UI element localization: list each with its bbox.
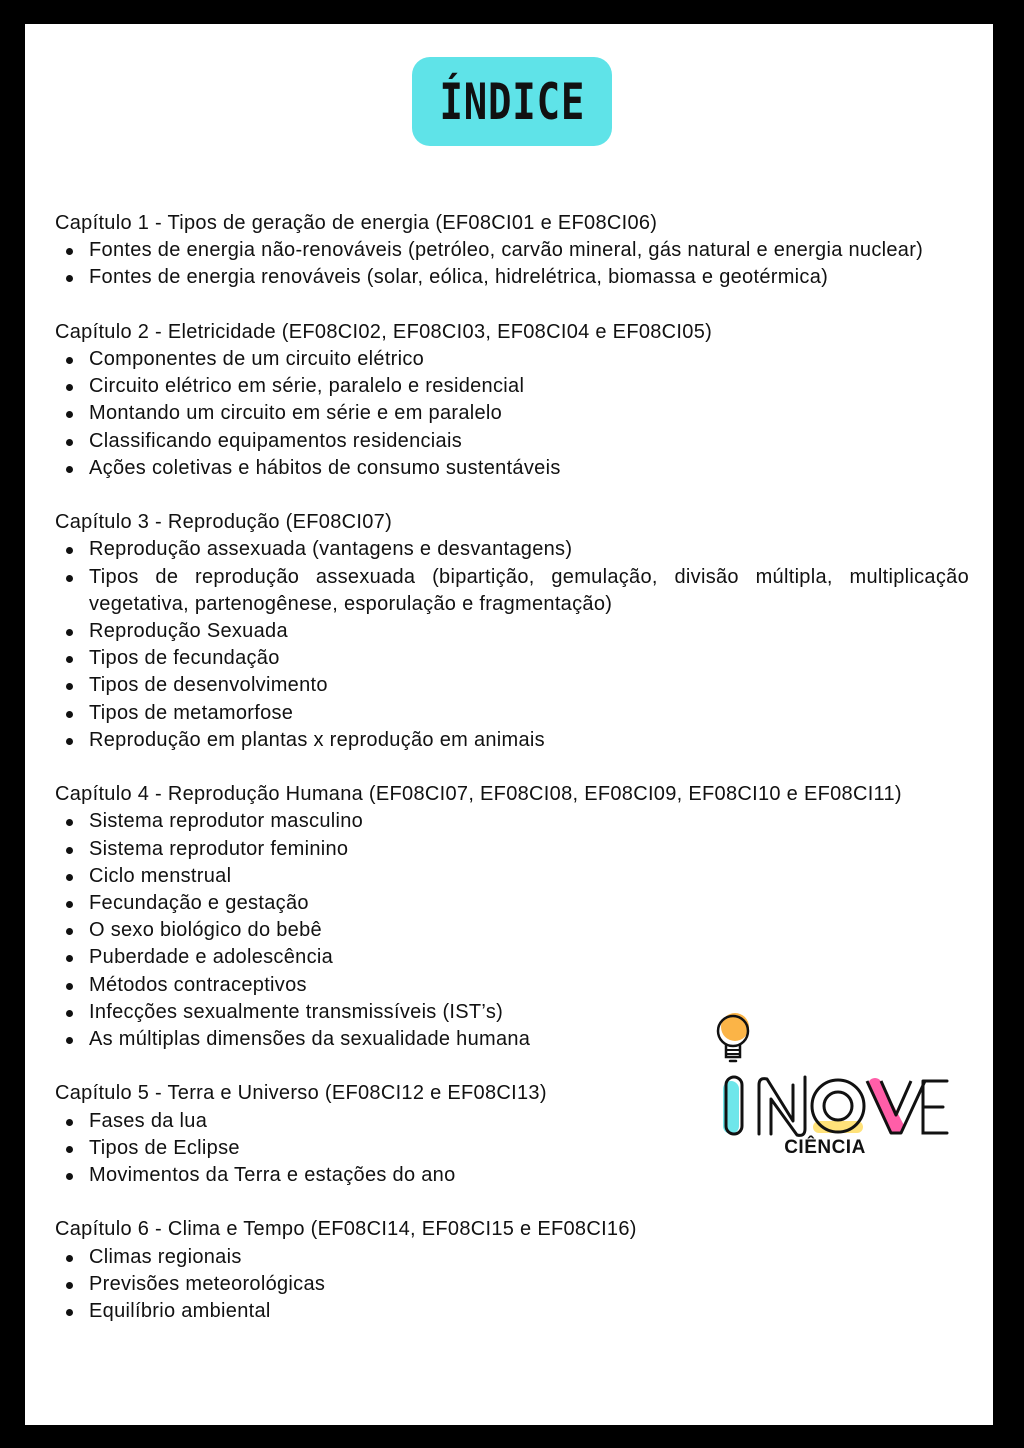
- chapter-section: [55, 319, 969, 482]
- topic-item: [55, 890, 969, 917]
- topic-text: Fontes de energia renováveis (solar, eólica, hidrelétrica, biomassa e geotérmica): [89, 266, 829, 289]
- topic-text: Previsões meteorológicas: [89, 1272, 326, 1295]
- topic-text: Climas regionais: [89, 1245, 242, 1268]
- topic-item: [55, 1271, 969, 1298]
- bullet-icon: [66, 683, 73, 690]
- topic-item: [55, 536, 969, 563]
- bullet-icon: [66, 439, 73, 446]
- bullet-icon: [66, 656, 73, 663]
- chapter-heading: Capítulo 1 - Tipos de geração de energia (EF08CI01 e EF08CI06): [55, 212, 658, 234]
- topic-item: [55, 672, 969, 699]
- bullet-icon: [66, 248, 73, 255]
- topic-item: [55, 917, 969, 944]
- topic-item: [55, 727, 969, 754]
- topic-text: Circuito elétrico em série, paralelo e residencial: [89, 375, 525, 398]
- chapter-heading: Capítulo 5 - Terra e Universo (EF08CI12 e EF08CI13): [55, 1082, 547, 1105]
- topic-item: [55, 972, 969, 999]
- topic-item: [55, 346, 969, 373]
- bullet-icon: [66, 466, 73, 473]
- inove-logo: [697, 1009, 953, 1169]
- bullet-icon: [66, 874, 73, 881]
- chapter-section: [55, 1216, 969, 1325]
- topic-list: [55, 237, 969, 291]
- topic-text: As múltiplas dimensões da sexualidade humana: [89, 1028, 531, 1051]
- inove-logo-mark: [697, 1009, 953, 1139]
- topic-text: O sexo biológico do bebê: [89, 919, 322, 942]
- topic-text: Montando um circuito em série e em paralelo: [89, 402, 503, 425]
- bullet-icon: [66, 1255, 73, 1262]
- page-title: ÍNDICE: [439, 72, 585, 131]
- bullet-icon: [66, 1010, 73, 1017]
- topic-item: [55, 264, 969, 291]
- bullet-icon: [66, 819, 73, 826]
- topic-item: [55, 564, 969, 618]
- topic-text: Tipos de metamorfose: [89, 701, 294, 724]
- topic-text: Reprodução Sexuada: [89, 620, 288, 643]
- topic-item: [55, 618, 969, 645]
- bullet-icon: [66, 629, 73, 636]
- topic-item: [55, 645, 969, 672]
- bullet-icon: [66, 1309, 73, 1316]
- topic-item: [55, 863, 969, 890]
- topic-text: Reprodução em plantas x reprodução em animais: [89, 728, 545, 751]
- topic-list: [55, 1244, 969, 1326]
- chapter-heading: Capítulo 6 - Clima e Tempo (EF08CI14, EF08CI15 e EF08CI16): [55, 1218, 637, 1241]
- topic-text: Ações coletivas e hábitos de consumo sustentáveis: [89, 456, 561, 479]
- chapter-heading: Capítulo 4 - Reprodução Humana (EF08CI07, EF08CI08, EF08CI09, EF08CI10 e EF08CI11): [55, 783, 902, 806]
- topic-text: Tipos de reprodução assexuada (bipartição, gemulação, divisão múltipla, multiplicação vegetativa, partenogênese, esporulação e fragmentação): [89, 565, 969, 615]
- topic-text: Reprodução assexuada (vantagens e desvantagens): [89, 538, 573, 561]
- topic-item: [55, 373, 969, 400]
- light-bulb-icon: [718, 1013, 749, 1061]
- bullet-icon: [66, 955, 73, 962]
- bullet-icon: [66, 901, 73, 908]
- topic-text: Puberdade e adolescência: [89, 946, 334, 969]
- chapter-section: [55, 509, 969, 754]
- topic-item: [55, 836, 969, 863]
- title-badge: [412, 57, 612, 146]
- topic-text: Infecções sexualmente transmissíveis (IST’s): [89, 1000, 504, 1023]
- topic-text: Sistema reprodutor feminino: [89, 837, 349, 860]
- topic-text: Tipos de Eclipse: [89, 1136, 240, 1159]
- topic-text: Equilíbrio ambiental: [89, 1300, 271, 1323]
- bullet-icon: [66, 357, 73, 364]
- topic-item: [55, 237, 969, 264]
- table-of-contents: [55, 210, 969, 1352]
- topic-item: [55, 808, 969, 835]
- bullet-icon: [66, 384, 73, 391]
- topic-text: Tipos de fecundação: [89, 647, 280, 670]
- topic-list: [55, 536, 969, 754]
- topic-item: [55, 1244, 969, 1271]
- topic-list: [55, 346, 969, 482]
- document-page: [25, 24, 993, 1425]
- bullet-icon: [66, 575, 73, 582]
- bullet-icon: [66, 738, 73, 745]
- bullet-icon: [66, 547, 73, 554]
- topic-item: [55, 1298, 969, 1325]
- bullet-icon: [66, 411, 73, 418]
- topic-item: [55, 400, 969, 427]
- topic-text: Fontes de energia não-renováveis (petróleo, carvão mineral, gás natural e energia nuclear): [89, 239, 924, 262]
- topic-text: Componentes de um circuito elétrico: [89, 348, 425, 370]
- chapter-heading: Capítulo 3 - Reprodução (EF08CI07): [55, 511, 393, 534]
- bullet-icon: [66, 1119, 73, 1126]
- topic-text: Ciclo menstrual: [89, 864, 232, 887]
- bullet-icon: [66, 275, 73, 282]
- topic-text: Tipos de desenvolvimento: [89, 674, 328, 697]
- bullet-icon: [66, 1173, 73, 1180]
- bullet-icon: [66, 928, 73, 935]
- topic-text: Fases da lua: [89, 1109, 208, 1132]
- topic-item: [55, 944, 969, 971]
- bullet-icon: [66, 983, 73, 990]
- bullet-icon: [66, 1282, 73, 1289]
- bullet-icon: [66, 1037, 73, 1044]
- logo-subtitle: CIÊNCIA: [784, 1137, 866, 1158]
- topic-item: [55, 455, 969, 482]
- topic-text: Movimentos da Terra e estações do ano: [89, 1164, 456, 1187]
- topic-text: Sistema reprodutor masculino: [89, 810, 364, 833]
- bullet-icon: [66, 847, 73, 854]
- chapter-section: [55, 210, 969, 292]
- topic-item: [55, 428, 969, 455]
- chapter-heading: Capítulo 2 - Eletricidade (EF08CI02, EF08CI03, EF08CI04 e EF08CI05): [55, 320, 713, 343]
- topic-item: [55, 700, 969, 727]
- bullet-icon: [66, 1146, 73, 1153]
- topic-text: Fecundação e gestação: [89, 892, 309, 915]
- topic-text: Classificando equipamentos residenciais: [89, 429, 463, 452]
- topic-text: Métodos contraceptivos: [89, 973, 307, 996]
- bullet-icon: [66, 711, 73, 718]
